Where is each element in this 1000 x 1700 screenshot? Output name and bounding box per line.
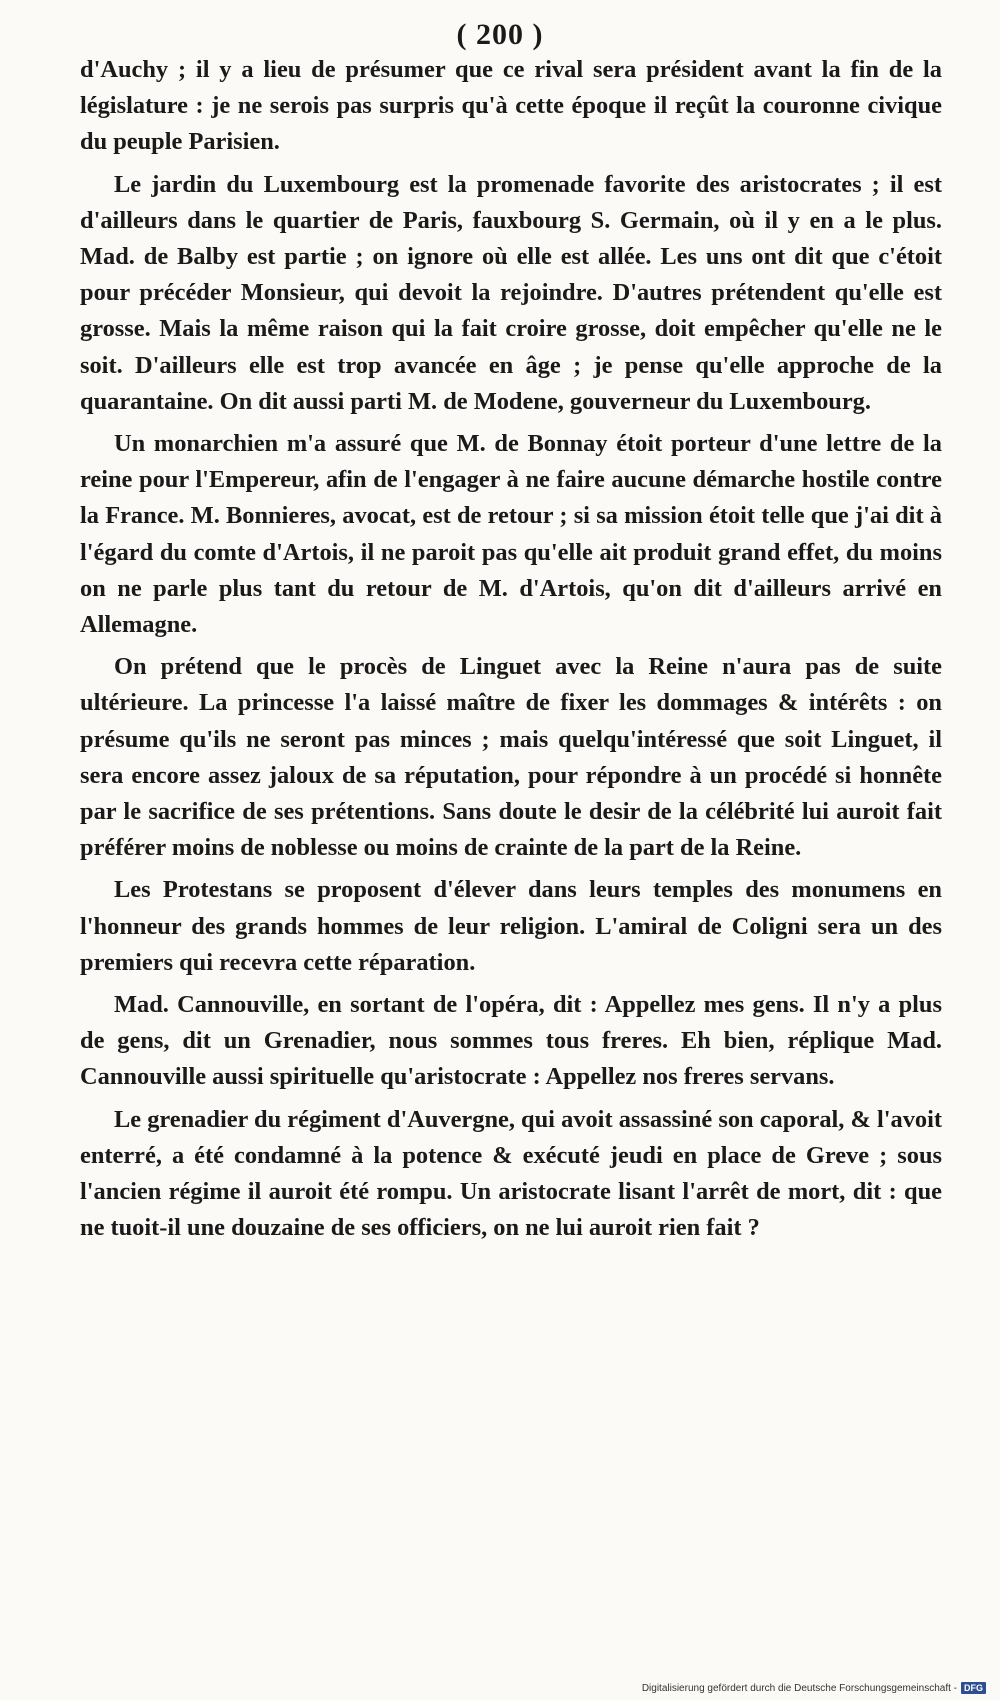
body-text (80, 52, 942, 1247)
paragraph-2: Le jardin du Luxembourg est la promenade favorite des aristocrates ; il est d'ailleurs dans le quartier de Paris, fauxbourg S. Germain, où il y en a le plus. Mad. de Balby est partie ; on ignore où elle est allée. Les uns ont dit que c'étoit pour précéder Monsieur, qui devoit la rejoindre. D'autres prétendent qu'elle est grosse. Mais la même raison qui la fait croire grosse, doit empêcher qu'elle ne le soit. D'ailleurs elle est trop avancée en âge ; je pense qu'elle approche de la quarantaine. On dit aussi parti M. de Modene, gouverneur du Luxembourg. (80, 170, 942, 415)
paragraph-7: Le grenadier du régiment d'Auvergne, qui avoit assassiné son caporal, & l'avoit enterré, a été condamné à la potence & exécuté jeudi en place de Greve ; sous l'ancien régime il auroit été rompu. Un aristocrate lisant l'arrêt de mort, dit : que ne tuoit-il une douzaine de ses officiers, on ne lui auroit rien fait ? (80, 1105, 942, 1242)
paragraph-1: d'Auchy ; il y a lieu de présumer que ce rival sera président avant la fin de la législature : je ne serois pas surpris qu'à cette époque il reçût la couronne civique du peuple Parisien. (80, 56, 942, 156)
paragraph-4: On prétend que le procès de Linguet avec la Reine n'aura pas de suite ultérieure. La princesse l'a laissé maître de fixer les dommages & intérêts : on présume qu'ils ne seront pas minces ; mais quelqu'intéressé que soit Linguet, il sera encore assez jaloux de sa réputation, pour répondre à un procédé si honnête par le sacrifice de ses prétentions. Sans doute le desir de la célébrité lui auroit fait préférer moins de noblesse ou moins de crainte de la part de la Reine. (80, 653, 942, 862)
paragraph-3: Un monarchien m'a assuré que M. de Bonnay étoit porteur d'une lettre de la reine pour l'Empereur, afin de l'engager à ne faire aucune démarche hostile contre la France. M. Bonnieres, avocat, est de retour ; si sa mission étoit telle que j'ai dit à l'égard du comte d'Artois, il ne paroit pas qu'elle ait produit grand effet, du moins on ne parle plus tant du retour de M. d'Artois, qu'on dit d'ailleurs arrivé en Allemagne. (80, 430, 942, 639)
paragraph-6: Mad. Cannouville, en sortant de l'opéra, dit : Appellez mes gens. Il n'y a plus de gens, dit un Grenadier, nous sommes tous freres. Eh bien, réplique Mad. Cannouville aussi spirituelle qu'aristocrate : Appellez nos freres servans. (80, 991, 942, 1091)
digitization-footer (642, 1682, 986, 1694)
paragraph-5: Les Protestans se proposent d'élever dans leurs temples des monumens en l'honneur des grands hommes de leur religion. L'amiral de Coligni sera un des premiers qui recevra cette réparation. (80, 876, 942, 976)
dfg-logo: DFG (961, 1682, 986, 1694)
footer-text: Digitalisierung gefördert durch die Deutsche Forschungsgemeinschaft - (641, 1682, 957, 1694)
page-number: ( 200 ) (456, 18, 544, 51)
